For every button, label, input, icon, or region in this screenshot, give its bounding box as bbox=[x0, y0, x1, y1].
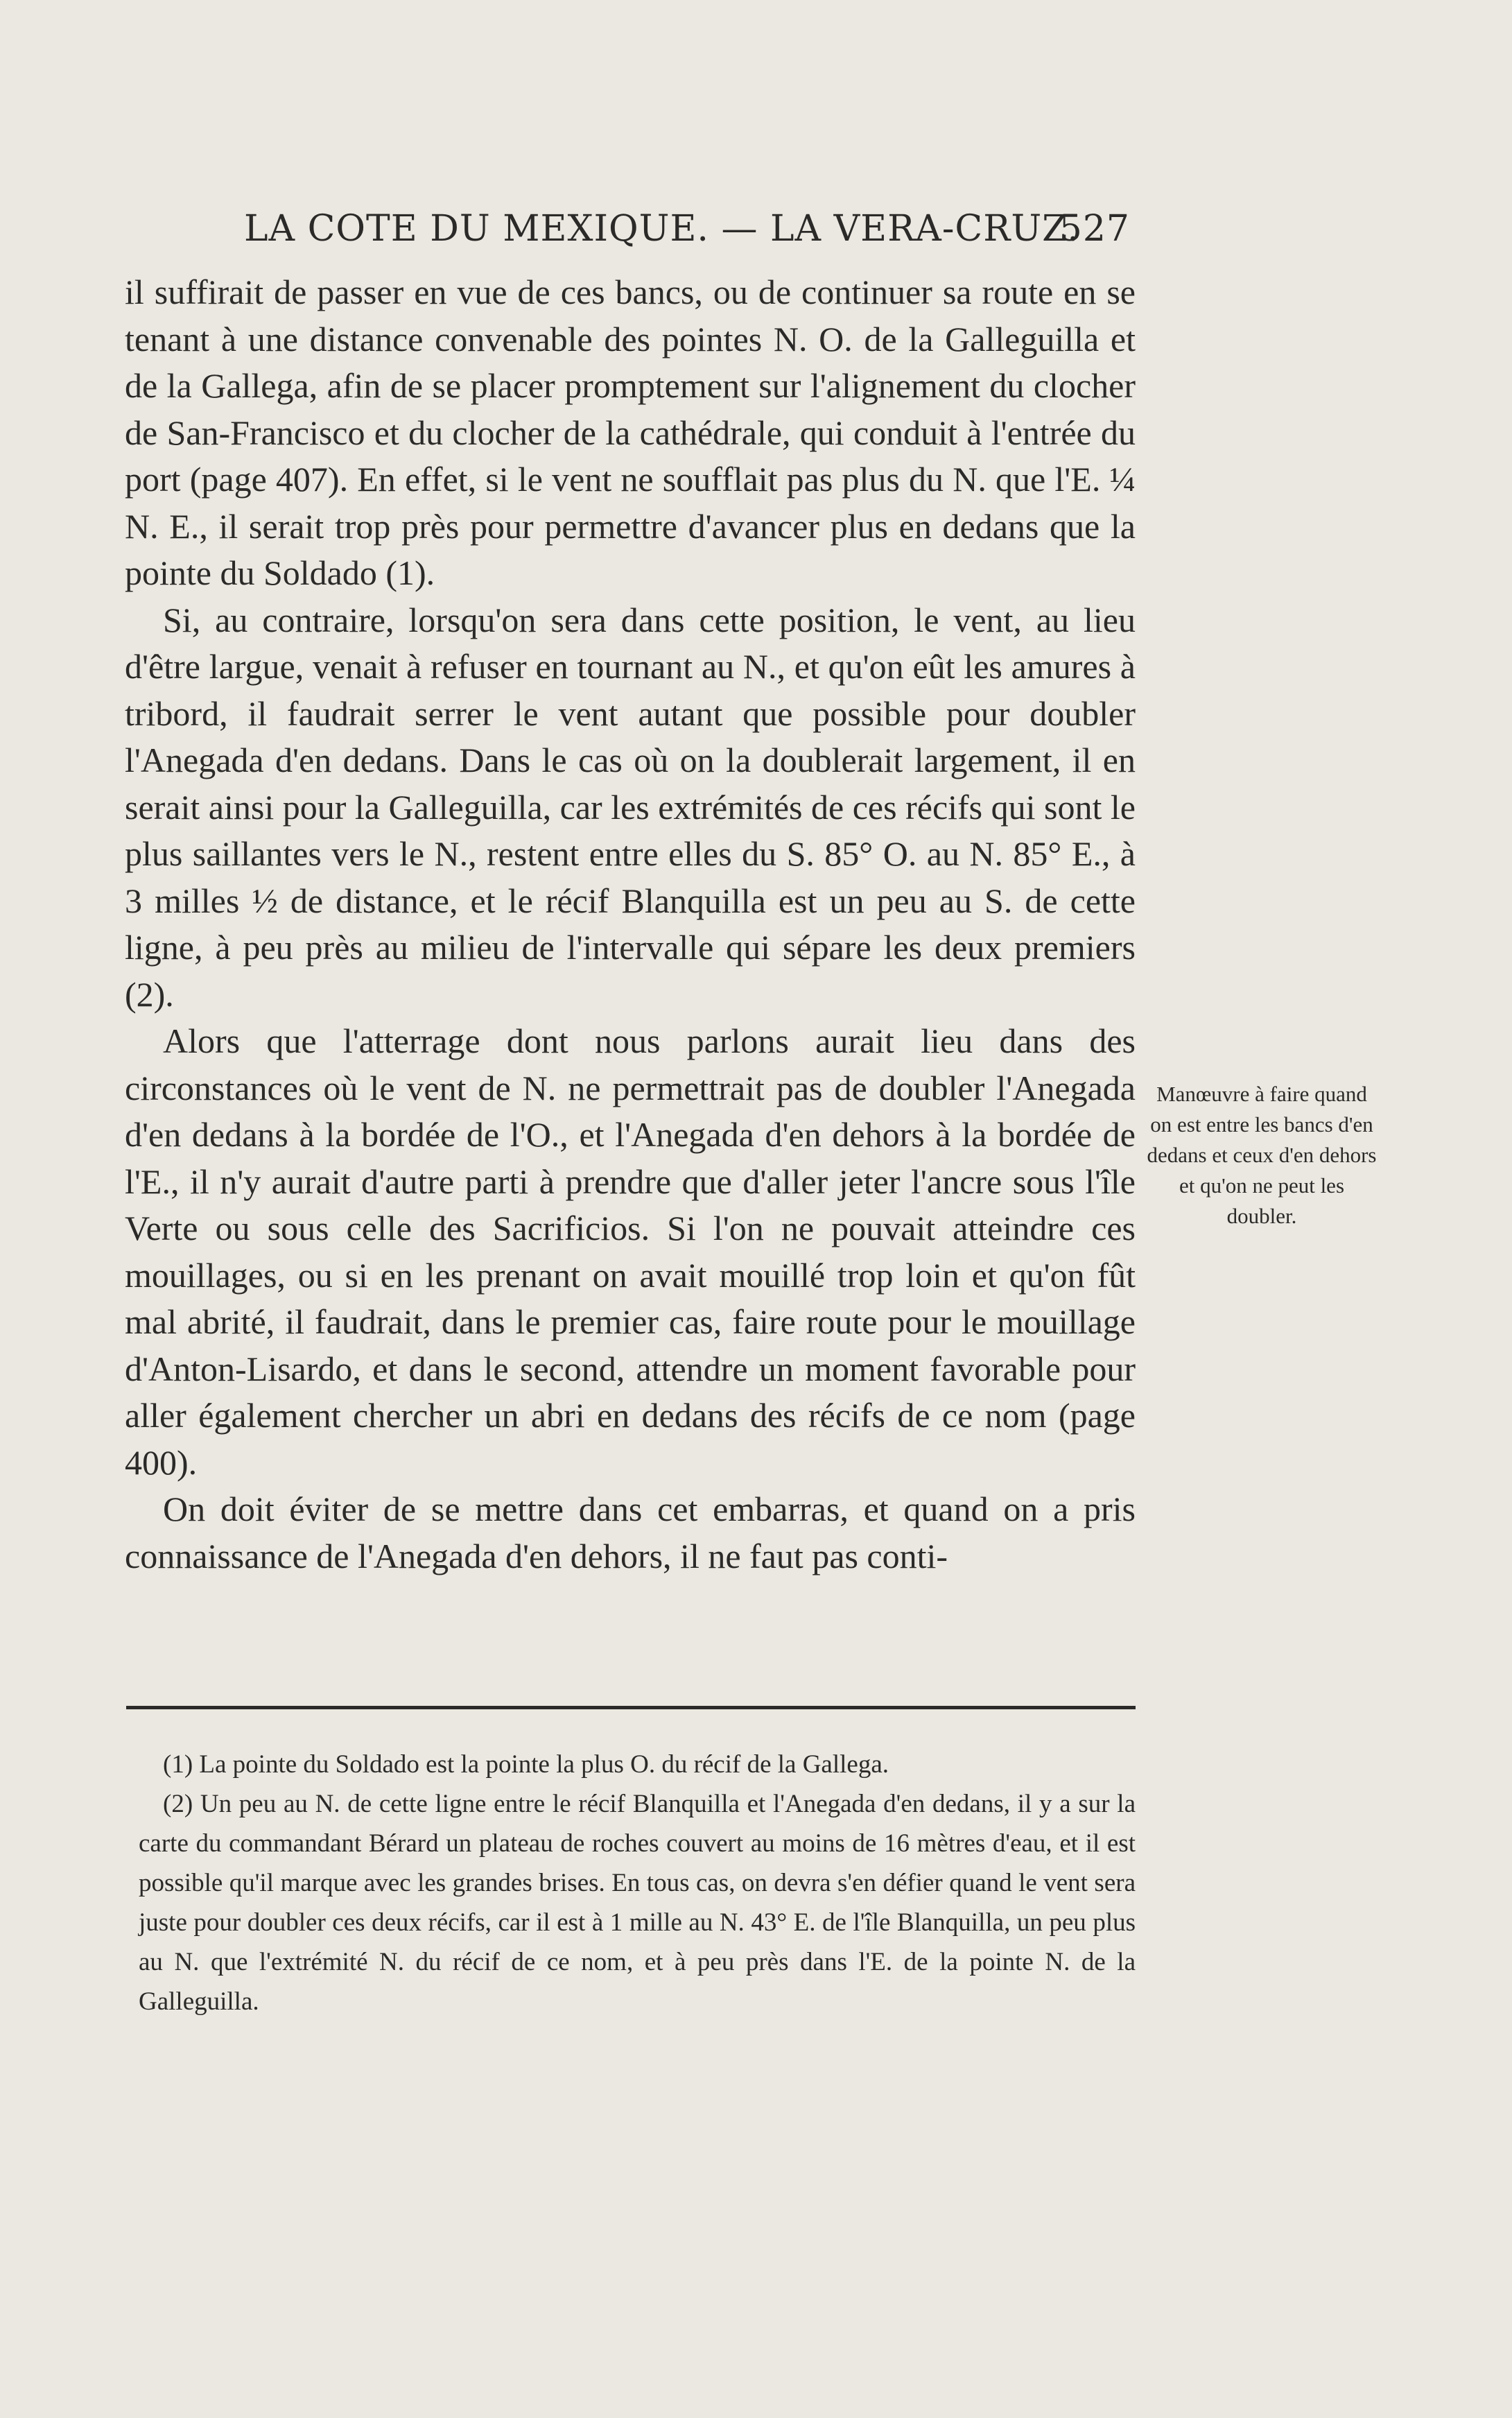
paragraph-4: On doit éviter de se mettre dans cet embarras, et quand on a pris connaissance de l'Anegada d'en dehors, il ne faut pas conti- bbox=[125, 1489, 1136, 1575]
margin-note: Manœuvre à faire quand on est entre les bancs d'en dedans et ceux d'en dehors et qu'on ne peut les doubler. bbox=[1147, 1082, 1377, 1228]
footnotes bbox=[139, 1745, 1136, 2021]
paragraph-1: il suffirait de passer en vue de ces bancs, ou de continuer sa route en se tenant à une distance convenable des pointes N. O. de la Galleguilla et de la Gallega, afin de se placer promptement sur l'alignement du clocher de San-Francisco et du clocher de la cathédrale, qui conduit à l'entrée du port (page 407). En effet, si le vent ne soufflait pas plus du N. que l'E. ¼ N. E., il serait trop près pour permettre d'avancer plus en dedans que la pointe du Soldado (1). bbox=[125, 273, 1136, 592]
footnote-1: (1) La pointe du Soldado est la pointe la plus O. du récif de la Gallega. bbox=[163, 1750, 889, 1779]
footnote-2: (2) Un peu au N. de cette ligne entre le récif Blanquilla et l'Anegada d'en dedans, il y a sur la carte du commandant Bérard un plateau de roches couvert au moins de 16 mètres d'eau, et il est possible qu'il marque avec les grandes brises. En tous cas, on devra s'en défier quand le vent sera juste pour doubler ces deux récifs, car il est à 1 mille au N. 43° E. de l'île Blanquilla, un peu plus au N. que l'extrémité N. du récif de ce nom, et à peu près dans l'E. de la pointe N. de la Galleguilla. bbox=[139, 1790, 1136, 2016]
running-header bbox=[244, 208, 1130, 257]
main-text bbox=[125, 269, 1136, 1580]
running-title: LA COTE DU MEXIQUE. — LA VERA-CRUZ. bbox=[244, 208, 1079, 250]
page-number: 527 bbox=[1059, 208, 1130, 250]
paragraph-3: Alors que l'atterrage dont nous parlons aurait lieu dans des circonstances où le vent de N. ne permettrait pas de doubler l'Anegada d'en dedans à la bordée de l'O., et l'Anegada d'en dehors à la bordée de l'E., il n'y aurait d'autre parti à prendre que d'aller jeter l'ancre sous l'île Verte ou sous celle des Sacrificios. Si l'on ne pouvait atteindre ces mouillages, ou si en les prenant on avait mouillé trop loin et qu'on fût mal abrité, il faudrait, dans le premier cas, faire route pour le mouillage d'Anton-Lisardo, et dans le second, attendre un moment favorable pour aller également chercher un abri en dedans des récifs de ce nom (page 400). bbox=[125, 1021, 1136, 1482]
paragraph-2: Si, au contraire, lorsqu'on sera dans cette position, le vent, au lieu d'être largue, venait à refuser en tournant au N., et qu'on eût les amures à tribord, il faudrait serrer le vent autant que possible pour doubler l'Anegada d'en dedans. Dans le cas où on la doublerait largement, il en serait ainsi pour la Galleguilla, car les extrémités de ces récifs qui sont le plus saillantes vers le N., restent entre elles du S. 85° O. au N. 85° E., à 3 milles ½ de distance, et le récif Blanquilla est un peu au S. de cette ligne, à peu près au milieu de l'intervalle qui sépare les deux premiers (2). bbox=[125, 600, 1136, 1014]
footnote-rule bbox=[126, 1706, 1136, 1709]
